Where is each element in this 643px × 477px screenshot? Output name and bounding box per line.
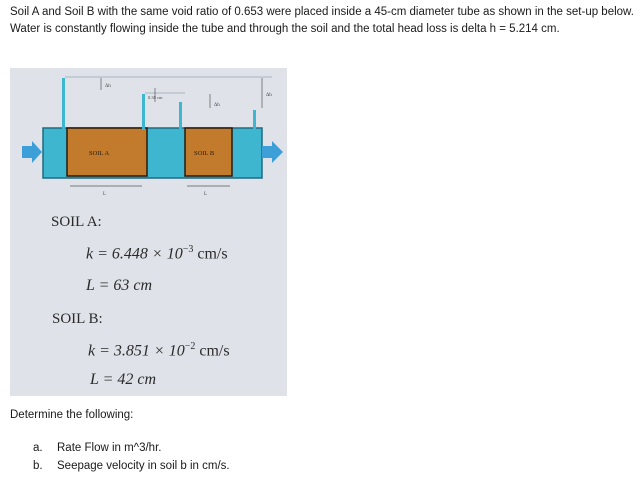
- standpipe-4: [253, 110, 256, 130]
- standpipe-3: [179, 102, 182, 130]
- soil-a-k-equation: [86, 244, 228, 263]
- problem-figure: [10, 68, 287, 396]
- soil-a-label: SOIL A: [89, 150, 110, 157]
- soil-b-k-exponent: −2: [184, 341, 196, 352]
- determine-prompt: Determine the following:: [10, 409, 134, 421]
- soil-b-k-value: k = 3.851 × 10: [88, 342, 185, 360]
- dh-total-label: Δh: [266, 93, 272, 98]
- soil-a-heading: SOIL A:: [51, 214, 102, 230]
- soil-b-heading: SOIL B:: [52, 311, 103, 327]
- standpipe-1: [62, 78, 65, 130]
- standpipe-2: [142, 94, 145, 130]
- gap-label: 0.38 cm: [148, 95, 163, 100]
- question-a-text: Rate Flow in m^3/hr.: [57, 442, 162, 454]
- soil-b-label: SOIL B: [194, 150, 215, 157]
- soil-a-k-exponent: −3: [182, 244, 194, 255]
- soil-b-length: L = 42 cm: [90, 371, 157, 388]
- question-b-text: Seepage velocity in soil b in cm/s.: [57, 460, 230, 472]
- soil-a-k-value: k = 6.448 × 10: [86, 245, 183, 263]
- la-label: L: [103, 192, 107, 197]
- list-marker: b.: [33, 460, 43, 472]
- list-item: [33, 439, 230, 457]
- soil-b-k-equation: [88, 341, 230, 360]
- outflow-arrow-icon: [262, 141, 283, 163]
- dh-b-label: Δh: [214, 103, 220, 108]
- problem-statement: Soil A and Soil B with the same void ratio of 0.653 were placed inside a 45-cm diameter tube as shown in the set-up below. Water is constantly flowing inside the tube and through the soil and the total head loss is delta h = 5.214 cm.: [10, 6, 634, 35]
- question-list: [33, 439, 230, 475]
- lb-label: L: [204, 192, 208, 197]
- list-item: [33, 457, 230, 475]
- dh-a-label: Δh: [105, 84, 111, 89]
- soil-a-k-unit: cm/s: [197, 245, 228, 263]
- list-marker: a.: [33, 442, 43, 454]
- soil-a-length: L = 63 cm: [86, 277, 153, 294]
- soil-b-k-unit: cm/s: [199, 342, 230, 360]
- inflow-arrow-icon: [22, 141, 42, 163]
